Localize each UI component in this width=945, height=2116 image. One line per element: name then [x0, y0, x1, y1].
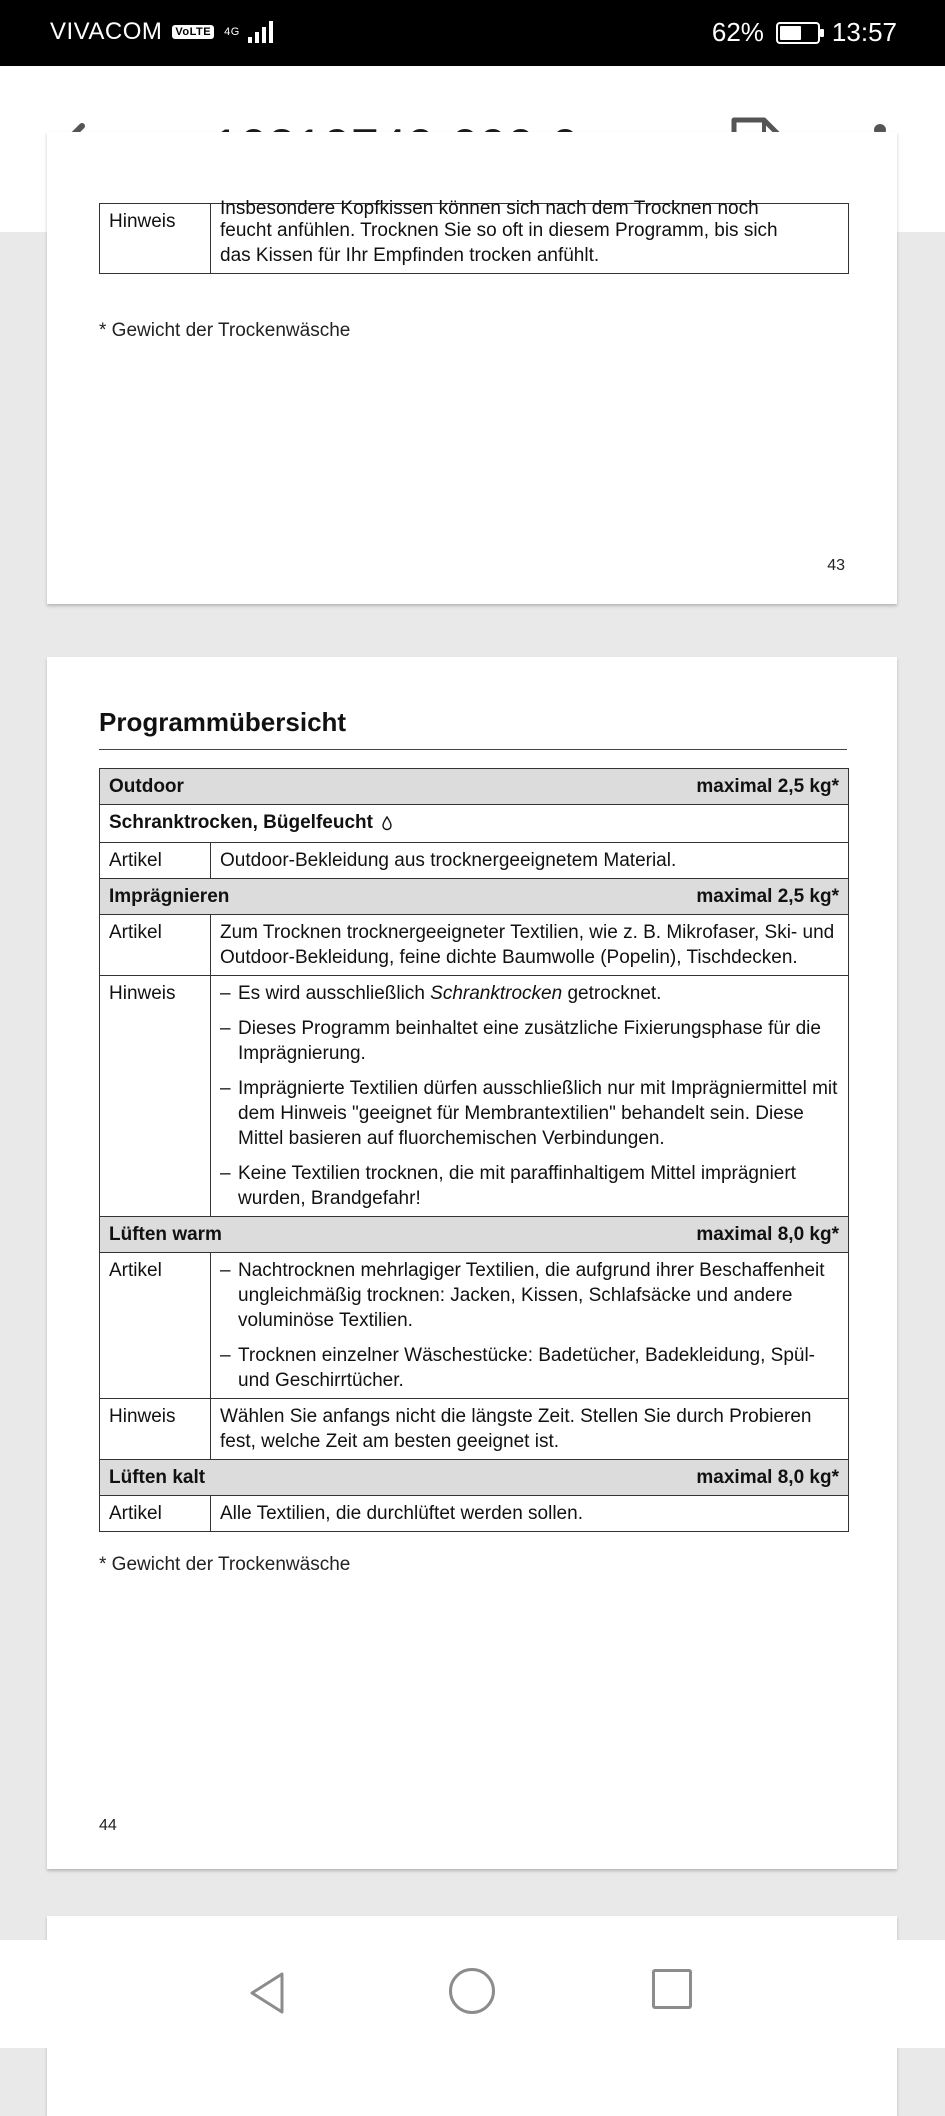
program-subheader: [100, 805, 849, 843]
table-row: [100, 976, 849, 1217]
program-name: Lüften warm: [109, 1224, 222, 1245]
program-header-lueften-kalt: [100, 1460, 849, 1496]
page-43: [47, 132, 897, 604]
hinweis-text: [211, 198, 849, 274]
table-row: [100, 879, 849, 915]
row-label: Hinweis: [100, 1399, 211, 1460]
list-text: Es wird ausschließlich: [238, 983, 431, 1004]
program-max-load: maximal 2,5 kg*: [696, 776, 839, 797]
program-max-load: maximal 8,0 kg*: [696, 1224, 839, 1245]
title-divider: [99, 749, 847, 750]
table-page-43: [99, 198, 849, 274]
list-item: [220, 981, 839, 1006]
program-name: Lüften kalt: [109, 1467, 206, 1488]
carrier-name: VIVACOM: [50, 18, 163, 45]
row-label: Artikel: [100, 915, 211, 976]
row-list: [211, 976, 849, 1217]
page-44: [47, 657, 897, 1869]
list-emphasis: Schranktrocken: [430, 983, 563, 1004]
footnote: * Gewicht der Trockenwäsche: [99, 1554, 351, 1575]
page-number: 44: [99, 1817, 117, 1834]
program-header-lueften-warm: [100, 1217, 849, 1253]
table-row: [100, 805, 849, 843]
program-name: Outdoor: [109, 776, 184, 797]
row-label: Artikel: [100, 1496, 211, 1532]
table-row: [100, 1460, 849, 1496]
row-label: Artikel: [100, 843, 211, 879]
battery-percent: 62%: [711, 17, 764, 47]
list-item: – Imprägnierte Textilien dürfen ausschließlich nur mit Imprägniermittel mit dem Hinweis "geeignet für Membrantextilien" behandelt sein. Diese Mittel basieren auf fluorchemischen Verbindungen.: [220, 1076, 839, 1151]
battery-icon: [776, 22, 820, 44]
carrier-info: [50, 18, 273, 46]
page-number: 43: [827, 557, 845, 574]
program-max-load: maximal 8,0 kg*: [696, 1467, 839, 1488]
volte-badge: VoLTE: [172, 25, 214, 39]
table-row: [100, 1496, 849, 1532]
signal-icon: [248, 21, 273, 43]
table-row: [100, 769, 849, 805]
document-viewer[interactable]: [0, 198, 945, 1940]
list-item: – Trocknen einzelner Wäschestücke: Badetücher, Badekleidung, Spül- und Geschirrtücher.: [220, 1343, 839, 1393]
list-item: – Nachtrocknen mehrlagiger Textilien, die aufgrund ihrer Beschaffenheit ungleichmäßig trocknen: Jacken, Kissen, Schlafsäcke und andere voluminöse Textilien.: [220, 1258, 839, 1333]
list-item: – Keine Textilien trocknen, die mit paraffinhaltigem Mittel imprägniert wurden, Brandgefahr!: [220, 1161, 839, 1211]
list-item: – Dieses Programm beinhaltet eine zusätzliche Fixierungsphase für die Imprägnierung.: [220, 1016, 839, 1066]
table-row: [100, 1217, 849, 1253]
table-row: [100, 843, 849, 879]
row-text: Alle Textilien, die durchlüftet werden sollen.: [211, 1496, 849, 1532]
droplet-icon: [382, 812, 392, 837]
hinweis-text-cut: Insbesondere Kopfkissen können sich nach dem Trocknen noch: [220, 198, 759, 219]
table-row: [100, 1253, 849, 1399]
hinweis-line-1: feucht anfühlen. Trocknen Sie so oft in diesem Programm, bis sich: [220, 220, 778, 241]
hinweis-label: Hinweis: [100, 204, 211, 274]
row-text: Outdoor-Bekleidung aus trocknergeeignetem Material.: [211, 843, 849, 879]
navigation-bar: [0, 1940, 945, 2048]
circle-home-icon[interactable]: [449, 1968, 495, 2014]
hinweis-line-2: das Kissen für Ihr Empfinden trocken anfühlt.: [220, 245, 600, 266]
subheader-text: Schranktrocken, Bügelfeucht: [109, 812, 373, 833]
table-row: [100, 915, 849, 976]
status-bar: [0, 0, 945, 66]
square-recents-icon[interactable]: [652, 1969, 692, 2009]
program-table: [99, 768, 849, 1532]
footnote: * Gewicht der Trockenwäsche: [99, 320, 351, 341]
triangle-back-icon[interactable]: [242, 1968, 292, 2018]
row-text: Zum Trocknen trocknergeeigneter Textilien, wie z. B. Mikrofaser, Ski- und Outdoor-Bekleidung, feine dichte Baumwolle (Popelin), Tischdecken.: [211, 915, 849, 976]
program-max-load: maximal 2,5 kg*: [696, 886, 839, 907]
list-text: getrocknet.: [562, 983, 662, 1004]
row-text: Wählen Sie anfangs nicht die längste Zeit. Stellen Sie durch Probieren fest, welche Zeit am besten geeignet ist.: [211, 1399, 849, 1460]
program-name: Imprägnieren: [109, 886, 230, 907]
row-label: Hinweis: [100, 976, 211, 1217]
program-header-impraegnieren: [100, 879, 849, 915]
table-row: [100, 1399, 849, 1460]
row-list: [211, 1253, 849, 1399]
program-header-outdoor: [100, 769, 849, 805]
row-label: Artikel: [100, 1253, 211, 1399]
network-type: 4G: [224, 25, 240, 38]
page-title: Programmübersicht: [99, 707, 347, 737]
status-right: [712, 17, 897, 48]
clock: 13:57: [831, 17, 897, 47]
